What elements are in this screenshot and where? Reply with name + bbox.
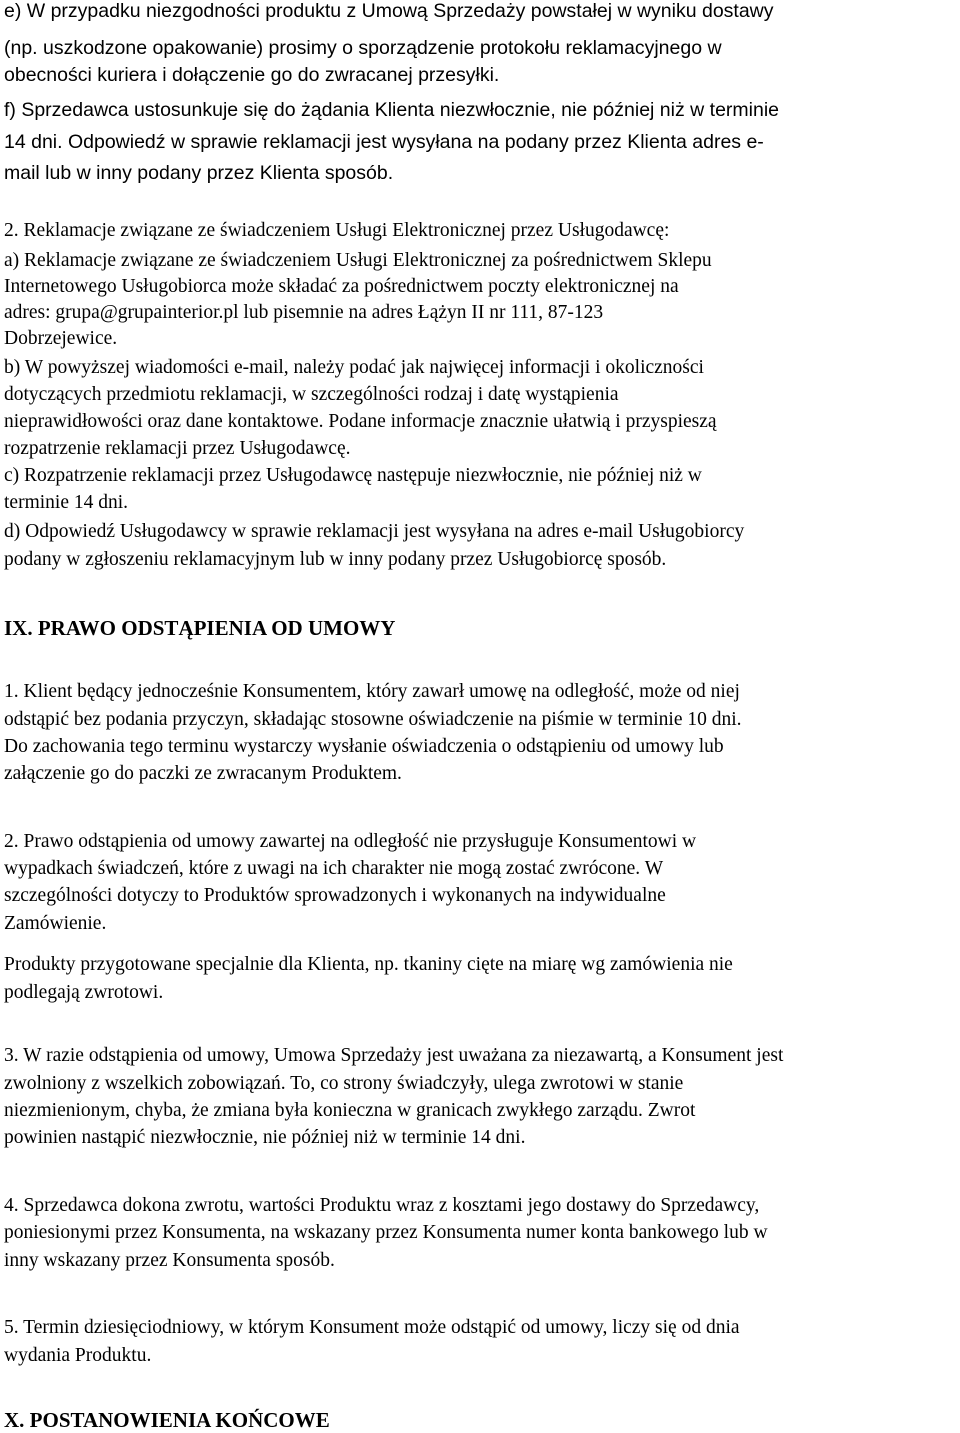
text-line: Produkty przygotowane specjalnie dla Klienta, np. tkaniny cięte na miarę wg zamówienia nie (4, 954, 733, 975)
text-line: Do zachowania tego terminu wystarczy wysłanie oświadczenia o odstąpieniu od umowy lub (4, 736, 724, 757)
text-line: poniesionymi przez Konsumenta, na wskazany przez Konsumenta numer konta bankowego lub w (4, 1222, 768, 1243)
text-line: odstąpić bez podania przyczyn, składając stosowne oświadczenie na piśmie w terminie 10 dni. (4, 709, 742, 730)
text-line: niezmienionym, chyba, że zmiana była konieczna w granicach zwykłego zarządu. Zwrot (4, 1100, 696, 1121)
text-line: dotyczących przedmiotu reklamacji, w szczególności rodzaj i datę wystąpienia (4, 384, 619, 405)
text-line: (np. uszkodzone opakowanie) prosimy o sporządzenie protokołu reklamacyjnego w (4, 37, 722, 59)
section-heading: IX. PRAWO ODSTĄPIENIA OD UMOWY (4, 616, 396, 640)
text-line: załączenie go do paczki ze zwracanym Produktem. (4, 763, 402, 784)
text-line: mail lub w inny podany przez Klienta sposób. (4, 162, 394, 184)
text-line: 1. Klient będący jednocześnie Konsumentem, który zawarł umowę na odległość, może od niej (4, 681, 740, 702)
text-line: inny wskazany przez Konsumenta sposób. (4, 1250, 335, 1271)
text-line: obecności kuriera i dołączenie go do zwracanej przesyłki. (4, 64, 500, 86)
text-line: 2. Prawo odstąpienia od umowy zawartej na odległość nie przysługuje Konsumentowi w (4, 831, 697, 852)
text-line: Zamówienie. (4, 913, 107, 934)
text-line: a) Reklamacje związane ze świadczeniem Usługi Elektronicznej za pośrednictwem Sklepu (4, 250, 712, 271)
text-line: rozpatrzenie reklamacji przez Usługodawcę. (4, 438, 351, 459)
text-line: 3. W razie odstąpienia od umowy, Umowa Sprzedaży jest uważana za niezawartą, a Konsument jest (4, 1045, 784, 1066)
text-line: 4. Sprzedawca dokona zwrotu, wartości Produktu wraz z kosztami jego dostawy do Sprzedawcy, (4, 1195, 760, 1216)
text-line: nieprawidłowości oraz dane kontaktowe. Podane informacje znacznie ułatwią i przyspieszą (4, 411, 717, 432)
text-line: Internetowego Usługobiorca może składać za pośrednictwem poczty elektronicznej na (4, 276, 679, 297)
text-line: podany w zgłoszeniu reklamacyjnym lub w inny podany przez Usługobiorcę sposób. (4, 549, 667, 570)
text-line: e) W przypadku niezgodności produktu z Umową Sprzedaży powstałej w wyniku dostawy (4, 0, 774, 22)
text-line: podlegają zwrotowi. (4, 982, 164, 1003)
text-line: b) W powyższej wiadomości e-mail, należy podać jak najwięcej informacji i okoliczności (4, 357, 704, 378)
text-line: Dobrzejewice. (4, 328, 118, 349)
text-line: szczególności dotyczy to Produktów sprowadzonych i wykonanych na indywidualne (4, 885, 666, 906)
text-line: 14 dni. Odpowiedź w sprawie reklamacji jest wysyłana na podany przez Klienta adres e- (4, 131, 764, 153)
text-line: 5. Termin dziesięciodniowy, w którym Konsument może odstąpić od umowy, liczy się od dnia (4, 1317, 740, 1338)
text-line: powinien nastąpić niezwłocznie, nie później niż w terminie 14 dni. (4, 1127, 526, 1148)
text-line: adres: grupa@grupainterior.pl lub pisemnie na adres Łążyn II nr 111, 87-123 (4, 302, 604, 323)
section-heading: X. POSTANOWIENIA KOŃCOWE (4, 1408, 330, 1432)
text-line: wydania Produktu. (4, 1345, 152, 1366)
text-line: wypadkach świadczeń, które z uwagi na ich charakter nie mogą zostać zwrócone. W (4, 858, 664, 879)
text-line: terminie 14 dni. (4, 492, 129, 513)
text-line: f) Sprzedawca ustosunkuje się do żądania Klienta niezwłocznie, nie później niż w terminie (4, 99, 780, 121)
text-line: 2. Reklamacje związane ze świadczeniem Usługi Elektronicznej przez Usługodawcę: (4, 220, 670, 241)
text-line: c) Rozpatrzenie reklamacji przez Usługodawcę następuje niezwłocznie, nie później niż w (4, 465, 702, 486)
text-line: d) Odpowiedź Usługodawcy w sprawie reklamacji jest wysyłana na adres e-mail Usługobiorcy (4, 521, 745, 542)
text-line: zwolniony z wszelkich zobowiązań. To, co strony świadczyły, ulega zwrotowi w stanie (4, 1073, 684, 1094)
